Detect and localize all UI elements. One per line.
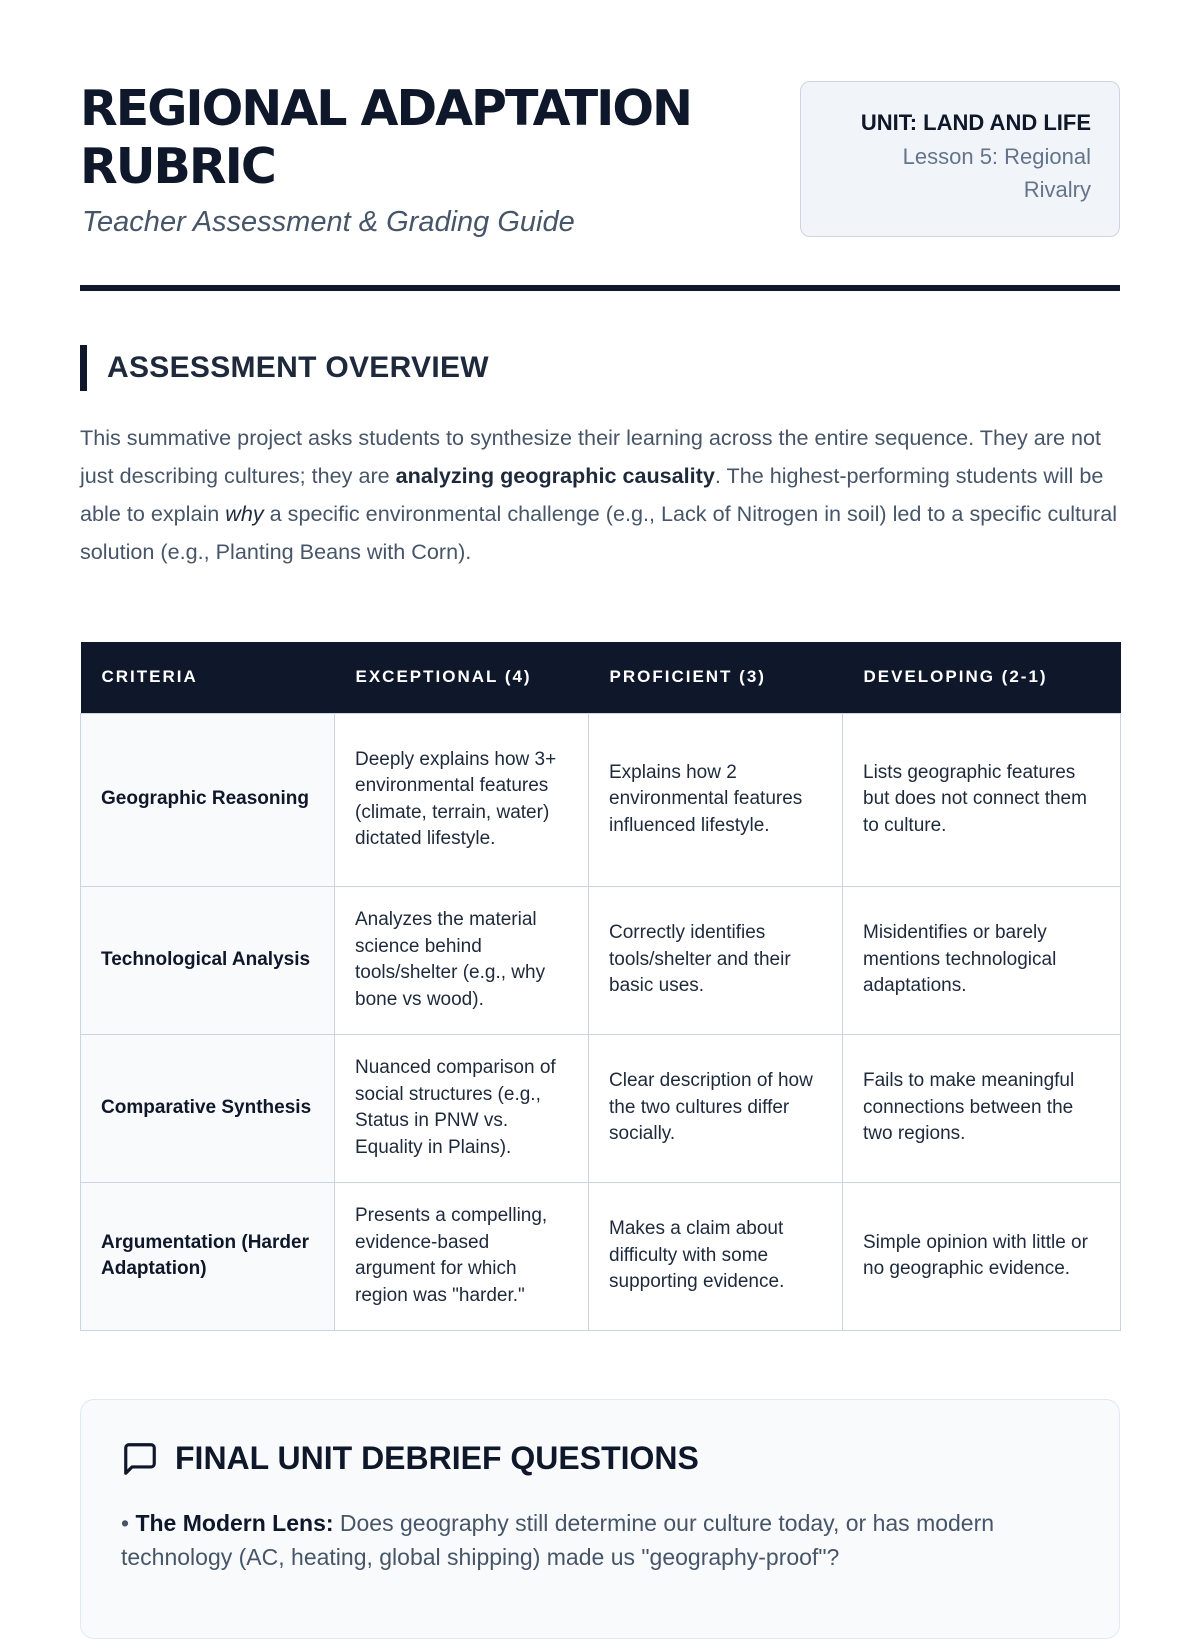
- overview-text-1: This summative project asks students to synthesize their learning across the entire sequence. They are not just describing cultures; they are: [80, 425, 1102, 488]
- page-header: [80, 80, 1120, 291]
- unit-info-box: [800, 81, 1120, 237]
- developing-cell: Lists geographic features but does not connect them to culture.: [843, 713, 1121, 886]
- overview-text-2: . The highest-performing students will be able to explain: [80, 463, 1104, 526]
- rubric-header: [81, 642, 1121, 713]
- criteria-cell: Technological Analysis: [81, 886, 335, 1034]
- table-row: [81, 1034, 1121, 1182]
- overview-paragraph: [80, 419, 1120, 571]
- debrief-heading-row: [121, 1440, 1079, 1478]
- page-title: REGIONAL ADAPTATION RUBRIC: [80, 80, 692, 195]
- overview-bold-phrase: analyzing geographic causality: [395, 463, 715, 488]
- question-text: Does geography still determine our culture today, or has modern technology (AC, heating, global shipping) made us "geography-proof"?: [121, 1509, 995, 1570]
- page-subtitle: Teacher Assessment & Grading Guide: [82, 206, 575, 238]
- debrief-question: [121, 1506, 1079, 1574]
- table-row: [81, 1182, 1121, 1330]
- debrief-panel: [80, 1399, 1120, 1639]
- overview-italic-word: why: [225, 501, 264, 526]
- header-proficient: PROFICIENT (3): [589, 642, 843, 713]
- exceptional-cell: Analyzes the material science behind tools/shelter (e.g., why bone vs wood).: [335, 886, 589, 1034]
- criteria-cell: Comparative Synthesis: [81, 1034, 335, 1182]
- bullet: •: [121, 1509, 130, 1536]
- rubric-table: [80, 642, 1121, 1331]
- title-block: [80, 80, 740, 239]
- message-square-icon: [121, 1440, 159, 1478]
- overview-heading: ASSESSMENT OVERVIEW: [80, 345, 1120, 391]
- overview-text-3: a specific environmental challenge (e.g., Lack of Nitrogen in soil) led to a specific cultural solution (e.g., Planting Beans with Corn).: [80, 501, 1118, 564]
- header-criteria: CRITERIA: [81, 642, 335, 713]
- table-row: [81, 886, 1121, 1034]
- unit-label: UNIT: LAND AND LIFE: [860, 110, 1091, 135]
- debrief-heading: FINAL UNIT DEBRIEF QUESTIONS: [175, 1440, 699, 1476]
- table-row: [81, 713, 1121, 886]
- lesson-label: Lesson 5: Regional Rivalry: [902, 144, 1091, 202]
- proficient-cell: Explains how 2 environmental features influenced lifestyle.: [589, 713, 843, 886]
- proficient-cell: Clear description of how the two cultures differ socially.: [589, 1034, 843, 1182]
- question-label: The Modern Lens:: [135, 1509, 334, 1536]
- criteria-cell: Argumentation (Harder Adaptation): [81, 1182, 335, 1330]
- criteria-cell: Geographic Reasoning: [81, 713, 335, 886]
- header-developing: DEVELOPING (2-1): [843, 642, 1121, 713]
- exceptional-cell: Presents a compelling, evidence-based argument for which region was "harder.": [335, 1182, 589, 1330]
- rubric-header-row: [81, 642, 1121, 713]
- developing-cell: Misidentifies or barely mentions technological adaptations.: [843, 886, 1121, 1034]
- proficient-cell: Correctly identifies tools/shelter and their basic uses.: [589, 886, 843, 1034]
- exceptional-cell: Deeply explains how 3+ environmental features (climate, terrain, water) dictated lifestyle.: [335, 713, 589, 886]
- header-exceptional: EXCEPTIONAL (4): [335, 642, 589, 713]
- exceptional-cell: Nuanced comparison of social structures (e.g., Status in PNW vs. Equality in Plains).: [335, 1034, 589, 1182]
- developing-cell: Simple opinion with little or no geographic evidence.: [843, 1182, 1121, 1330]
- developing-cell: Fails to make meaningful connections between the two regions.: [843, 1034, 1121, 1182]
- proficient-cell: Makes a claim about difficulty with some supporting evidence.: [589, 1182, 843, 1330]
